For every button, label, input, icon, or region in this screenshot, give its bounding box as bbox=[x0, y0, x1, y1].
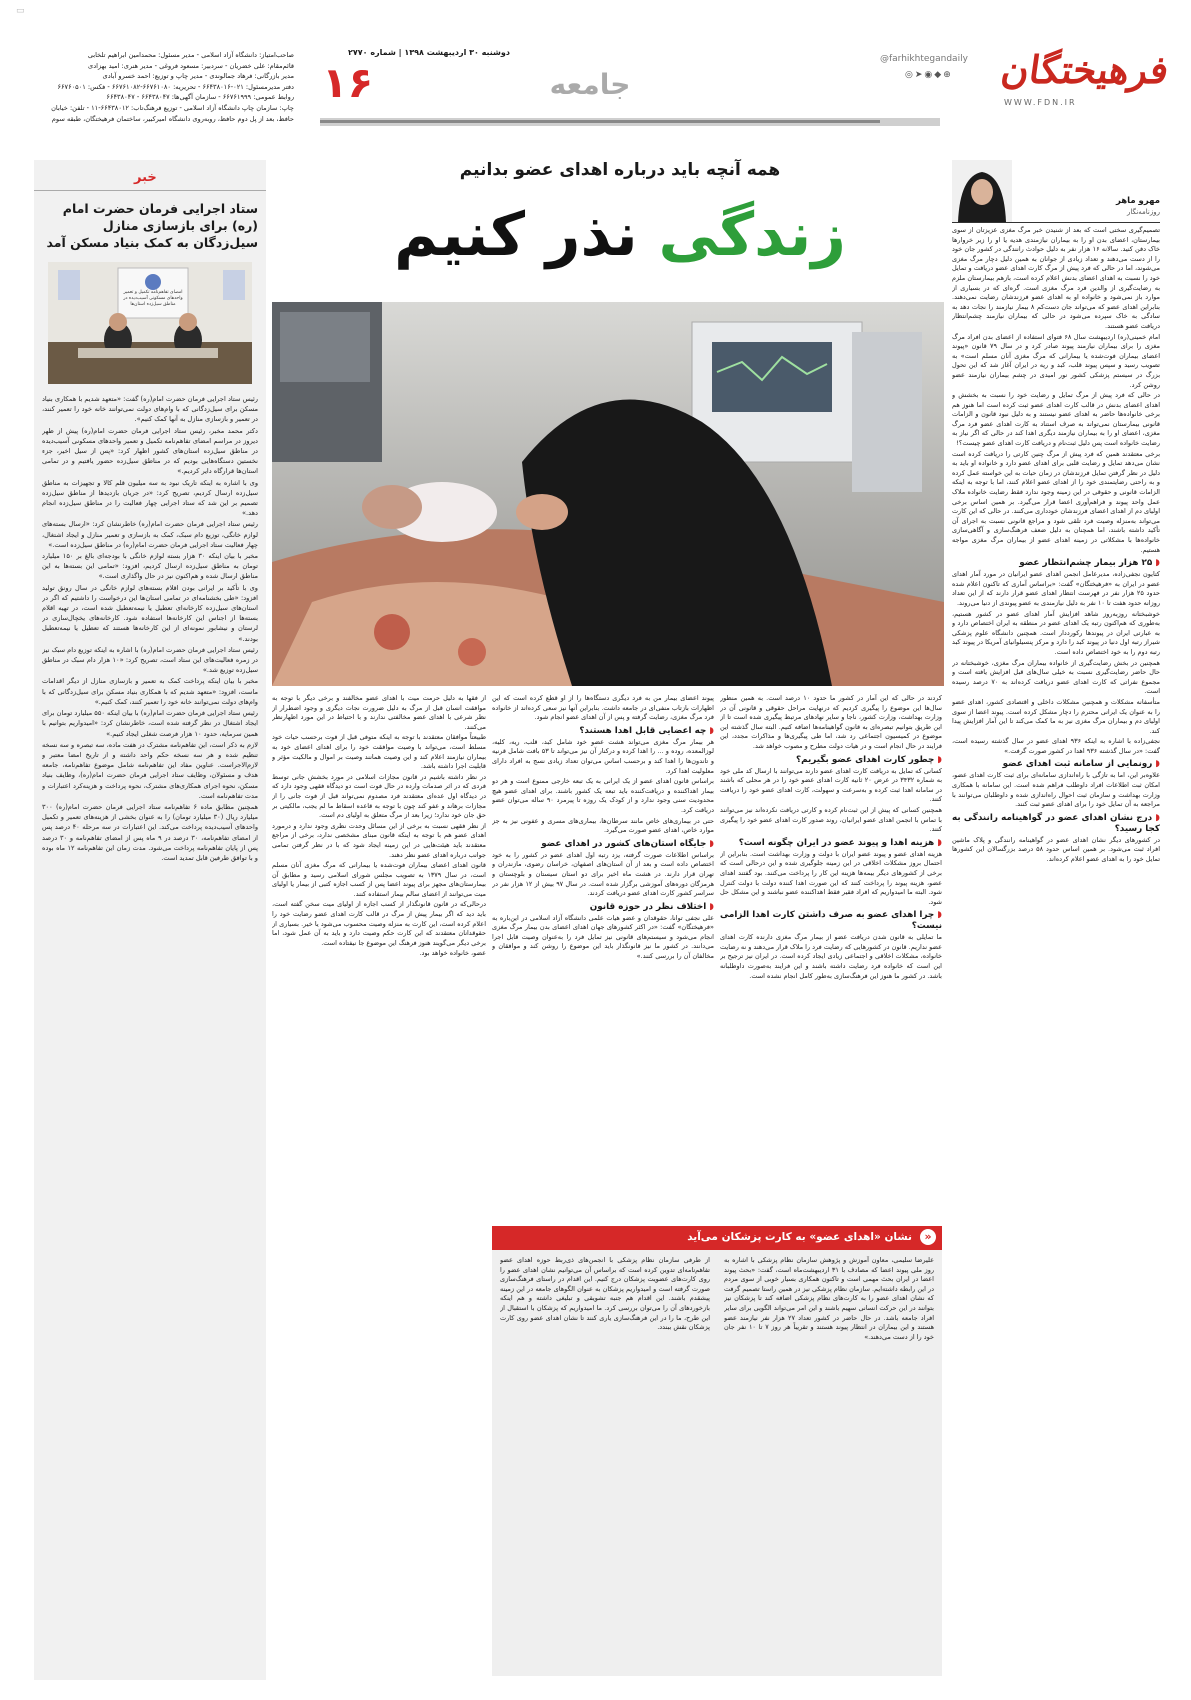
doctor-card-box bbox=[492, 1226, 942, 1676]
news-body bbox=[42, 394, 258, 1670]
social-handle: @farhikhtegandaily bbox=[880, 54, 968, 64]
news-paragraph: وی با اشاره به اینکه تاریک نبود به سه میلیون قلم کالا و تجهیزات به مناطق سیل‌زده ارسال کردیم، تصریح کرد: «در جریان بازدیدها از مناطق سیل‌زده تصمیم بر این شد که ستاد اجرایی چهار فعالیت را در مناطق سیل‌زده انجام دهد.» bbox=[42, 478, 258, 518]
box-text-left: از طرفی سازمان نظام پزشکی با انجمن‌های ذی‌ربط حوزه اهدای عضو تفاهم‌نامه‌ای تدوین کرده است که براساس آن می‌توانیم نشان اهدای عضو را روی کارت‌های عضویت پزشکان درج کنیم. این اقدام در راستای فرهنگ‌سازی صورت گرفته است و امیدواریم پزشکان به عنوان الگوهای جامعه در این زمینه پیشقدم باشند. این اقدام هم جنبه تشویقی و تبلیغی داشته و هم اینکه بازخوردهای آن را می‌توان بررسی کرد. ما امیدواریم که پزشکان با استقبال از این طرح، ما را در این فرهنگ‌سازی یاری کنند تا نشان اهدای عضو روی کارت پزشکان نقش ببندد. bbox=[500, 1256, 710, 1332]
news-paragraph: همچنین مطابق ماده ۶ تفاهم‌نامه ستاد اجرایی فرمان حضرت امام(ره) ۳۰۰ میلیارد ریال (۳۰ میلیارد تومان) را به عنوان بخشی از هزینه‌های تعمیر و تکمیل واحدهای آسیب‌دیده پرداخت می‌کند. این اعتبارات در سه مرحله ۴۰ درصد پس از امضای تفاهم‌نامه، ۳۰ درصد در ۹ ماه پس از امضای تفاهم‌نامه و ۳۰ درصد پس از پایان تفاهم‌نامه پرداخت می‌شود. مدت زمان این تفاهم‌نامه ۱۲ ماه بوده و با توافق طرفین قابل تمدید است. bbox=[42, 802, 258, 862]
headline-word-1: زندگی bbox=[658, 200, 846, 270]
article-paragraph: براساس اطلاعات صورت گرفته، یزد رتبه اول اهدای عضو در کشور را به خود اختصاص داده است و بعد از آن استان‌های اصفهان، خراسان رضوی، مازندران و تهران قرار دارند. در هشت ماه اخیر برای دو استان سیستان و بلوچستان و هرمزگان دوره‌های آموزشی برگزار شده است. در سال ۹۷ بیش از ۱۲ هزار نفر در سراسر کشور کارت اهدای عضو دریافت کردند. bbox=[492, 850, 714, 898]
headline bbox=[300, 195, 940, 275]
colophon-line: مدیر بازرگانی: فرهاد جمالوندی - مدیر چاپ و توزیع: احمد خسرو آبادی bbox=[102, 72, 294, 81]
author-rule bbox=[952, 222, 1160, 223]
news-paragraph: دکتر محمد مخبر، رئیس ستاد اجرایی فرمان حضرت امام(ره) پیش از ظهر دیروز در مراسم امضای تفاهم‌نامه تکمیل و تعمیر واحدهای مسکونی آسیب‌دیده در مناطق سیل‌زده استان‌های کشور اظهار کرد: «پس از سیل اخیر، جزء نخستین دستگاه‌هایی بودیم که در مناطق سیل‌زده حضور یافتیم و در تمامی استان‌ها قرارگاه دایر کردیم.» bbox=[42, 426, 258, 476]
article-paragraph: در حالی که فرد پیش از مرگ تمایل و رضایت خود را نسبت به بخشش و اهدای اعضای بدنش در قالب کارت اهدای عضو ثبت کرده است اما هنوز هم برخی خانواده‌ها حاضر به اهدای عضو نیستند و به دلیل نبود قانون و الزامات قانونی بیمارستان نمی‌تواند به صرف استناد به کارت اهدای عضو فرد مرگ مغزی، اعضای او را به بیماران نیازمند دیگری اهدا کند در حالی که اگر نیاز به رضایت خانواده است پس دلیل ثبت‌نام و دریافت کارت اهدای عضو چیست؟! bbox=[952, 391, 1160, 448]
headline-word-2: نذر کنیم bbox=[394, 200, 638, 270]
news-tag-label: خبر bbox=[134, 170, 157, 185]
article-paragraph: از نظر فقهی نسبت به برخی از این مسائل وحدت نظری وجود ندارد و درمورد اهدای عضو هم با توجه به اینکه قانون مبنای مشخصی ندارد، برخی از مراجع معتقدند باید هیئت‌هایی در این زمینه ایجاد شود که با در نظر گرفتن تمامی جوانب درباره اهدای عضو نظر دهند. bbox=[272, 821, 486, 859]
article-paragraph: در کشورهای دیگر نشان اهدای عضو در گواهینامه رانندگی و پلاک ماشین افراد ثبت می‌شود. بر همین اساس حدود ۵۸ درصد بزرگسالان این کشورها تمایل خود را به اهدای عضو اعلام کرده‌اند. bbox=[952, 835, 1160, 864]
article-paragraph: هر بیمار مرگ مغزی می‌تواند هشت عضو خود شامل کبد، قلب، ریه، کلیه، لوزالمعده، روده و ... را اهدا کرده و درکنار آن نیز می‌تواند تا ۵۳ بافت شامل قرنیه و تاندون‌ها را اهدا کند و برحسب اساس می‌توان تعداد زیادی نسج به افراد دارای معلولیت اهدا کرد. bbox=[492, 737, 714, 775]
news-paragraph: مخبر با بیان اینکه پرداخت کمک به تعمیر و بازسازی منازل از دیگر اقدامات ماست، افزود: «متعهد شدیم که با همکاری بنیاد مسکن برای سیل‌زدگانی که با وام‌های دولت نمی‌توانند خانه خود را تعمیر کنند، کمک کنیم.» bbox=[42, 677, 258, 706]
author-name: مهرو ماهر bbox=[1115, 196, 1160, 206]
article-paragraph: متأسفانه مشکلات و همچنین مشکلات داخلی و اقتصادی کشور، اهدای عضو را به عنوان یک ایرانی محترم را دچار مشکل کرده است. پیوند اعضا از سوی اولیای دم و بیماران مرگ مغزی نیز به ما کمک می‌کند تا این آمار افزایش پیدا کند. bbox=[952, 697, 1160, 735]
instagram-icon: ◎ bbox=[905, 70, 915, 80]
article-column-4 bbox=[272, 694, 486, 1674]
twitter-icon: ◆ bbox=[934, 70, 944, 80]
news-paragraph: وی با تأکید بر ایرانی بودن اقلام بسته‌های لوازم خانگی در سال رونق تولید افزود: «طی بخشنامه‌ای در تمامی استان‌ها این درخواست را داشتیم که اگر در استان‌های سیل‌زده کارخانه‌ای تعطیل یا نیمه‌تعطیل شده است، در تهیه اقلام بسته‌ها از اجناس این کارخانه‌ها استفاده شود. کارخانه‌های یخچال‌سازی در لرستان و نیشابور نمونه‌ای از این کارخانه‌ها هستند که تعطیل یا نیمه‌تعطیل بودند.» bbox=[42, 583, 258, 643]
subhead-driving-license: ◗ درج نشان اهدای عضو در گواهینامه رانندگی به کجا رسید؟ bbox=[952, 813, 1160, 835]
colophon-line: چاپ: سازمان چاپ دانشگاه آزاد اسلامی - توزیع فرهنگ‌تاب: ۶۶۴۳۸۰۱۲-۱۱ - تلفن: خیابان bbox=[51, 103, 294, 112]
colophon-line: روابط عمومی: ۶۶۷۶۱۹۹۹ - سازمان آگهی‌ها: ۶۶۴۳۸۰۴۷ - ۶۶۴۳۸۰۴۷ bbox=[106, 93, 294, 102]
article-paragraph: امام خمینی(ره) اردیبهشت سال ۶۸ فتوای استفاده از اعضای بدن افراد مرگ مغزی را برای بیماران نیازمند پیوند صادر کرد و در سال ۷۹ قانون «پیوند اعضای بیماران فوت‌شده یا بیمارانی که مرگ مغزی آنان مسلم است» به تصویب رسید و سپس پیوند قلب، کبد و ریه در ایران آغاز شد که این تحول بزرگ در سیستم پزشکی کشور نور امیدی در چشم بیماران نیازمند عضو روشن کرد. bbox=[952, 332, 1160, 389]
box-arrow-icon: « bbox=[920, 1229, 936, 1245]
article-paragraph: قانون اهدای اعضای بیماران فوت‌شده یا بیمارانی که مرگ مغزی آنان مسلم است، در سال ۱۳۷۹ به تصویب مجلس شورای اسلامی رسید و مطابق آن بیمارستان‌های مجهز برای پیوند اعضا پس از کسب اجازه کتبی از بیمار یا اولیای میت می‌توانند از اعضای سالم بیمار استفاده کنند. bbox=[272, 861, 486, 898]
subhead-provinces: ◗ جایگاه استان‌های کشور در اهدای عضو bbox=[492, 839, 714, 850]
news-photo bbox=[48, 262, 252, 384]
article-paragraph: همچنین کسانی که پیش از این ثبت‌نام کرده و کارتی دریافت نکرده‌اند نیز می‌توانند با تماس با انجمن اهدای عضو ایرانیان، روند صدور کارت اهدای عضو خود را پیگیری کنند. bbox=[720, 805, 942, 834]
article-paragraph: پیوند اعضای بیمار من به فرد دیگری دستگاه‌ها را از او قطع کرده است که این اظهارات بازتاب منفی‌ای در جامعه داشت. بنابراین آنها نیز سعی کرده‌اند از خانواده فرد مرگ مغزی، رضایت گرفته و پس از آن اهدای عضو انجام شود. bbox=[492, 694, 714, 722]
dateline: دوشنبه ۳۰ اردیبهشت ۱۳۹۸ | شماره ۲۷۷۰ bbox=[348, 48, 510, 57]
corner-mark: ▭ bbox=[16, 6, 25, 16]
news-paragraph: رئیس ستاد اجرایی فرمان حضرت امام(ره) خاطرنشان کرد: «ارسال بسته‌های لوازم خانگی، توزیع دام سبک، کمک به بازسازی و تعمیر منازل و ایجاد اشتغال، چهار فعالیت ستاد اجرایی فرمان حضرت امام(ره) در مناطق سیل‌زده است.» bbox=[42, 520, 258, 549]
article-paragraph: نجفی‌زاده با اشاره به اینکه ۹۳۶ اهدای عضو در سال گذشته رسیده است، گفت: «در سال گذشته ۹۳۶ اهدا در کشور صورت گرفت.» bbox=[952, 737, 1160, 755]
author-avatar bbox=[952, 160, 1012, 222]
subhead-which-organs: ◗ چه اعضایی قابل اهدا هستند؟ bbox=[492, 726, 714, 737]
header-bar-dark bbox=[320, 120, 880, 123]
news-photo-illustration bbox=[48, 262, 252, 384]
colophon-line: حافظ، بعد از پل دوم حافظ، روبه‌روی دانشگاه امیرکبیر، ساختمان فرهیختگان، طبقه سوم bbox=[51, 114, 294, 123]
masthead-logo bbox=[1000, 40, 1170, 122]
author-photo bbox=[952, 160, 1012, 222]
news-photo-caption: امضای تفاهم‌نامه تکمیل و تعمیر واحدهای مسکونی آسیب‌دیده در مناطق سیل‌زده استان‌ها bbox=[123, 290, 183, 307]
kicker: همه آنچه باید درباره اهدای عضو بدانیم bbox=[459, 160, 781, 180]
section-title: جامعه bbox=[549, 68, 631, 101]
article-paragraph: کردند در حالی که این آمار در کشور ما حدود ۱۰ درصد است. به همین منظور سال‌ها این موضوع را پیگیری کردیم که درنهایت مراحل حقوقی و قانونی آن در وزارت بهداشت، وزارت کشور، ناجا و سایر نهادهای مرتبط پیگیری شده است تا از این طریق بتوانیم تبصره‌ای به قانون گواهینامه‌ها اضافه کنیم. البته سال گذشته این موضوع در کمیسیون اجتماعی رد شد، اما طی پیگیری‌ها و مذاکرات مجدد، این فرایند در حال انجام است و در هیات دولت مطرح و مصوب خواهد شد. bbox=[720, 694, 942, 750]
article-paragraph: درحالی‌که در قانون قانونگذار از کسب اجازه از اولیای میت سخن گفته است، باید دید که اگر بیمار پیش از مرگ در قالب کارت اهدای عضو رضایت خود را اعلام کرده است، این کارت به منزله وصیت محسوب می‌شود یا خیر. بسیاری از حقوقدانان معتقدند که این کارت حکم وصیت دارد و باید به آن عمل شود، اما برخی دیگر می‌گویند هنوز فرهنگ این موضوع جا نیفتاده است. bbox=[272, 900, 486, 947]
news-paragraph: رئیس ستاد اجرایی فرمان حضرت امام(ره) گفت: «متعهد شدیم با همکاری بنیاد مسکن برای سیل‌زدگانی که با وام‌های دولت نمی‌توانند خانه خود را تعمیر کنند، در تعمیر و بازسازی منازل به آنها کمک کنیم». bbox=[42, 395, 258, 424]
hospital-photo-illustration bbox=[272, 302, 944, 686]
page-number: ۱۶ bbox=[322, 58, 374, 107]
article-paragraph: در نظر داشته باشیم در قانون مجازات اسلامی در مورد بخشش جانی توسط فردی که در اثر صدمات وارده در حال فوت است دو دیدگاه فقهی وجود دارد که در دیدگاه اول عده‌ای معتقدند فرد مصدوم نمی‌تواند قبل از فوت جانی را از مجازات برهاند و عفو کند چون با توجه به قاعده اسقاط ما لم یجب، مالکیتی بر حق جان خود ندارد؛ زیرا بعد از مرگ متعلق به اولیای دم است. bbox=[272, 772, 486, 820]
colophon-line: قائم‌مقام: علی خضریان - سردبیر: مسعود فروغی - مدیر هنری: امید بهزادی bbox=[88, 61, 294, 70]
news-column bbox=[34, 160, 266, 1680]
article-paragraph: هزینه اهدای عضو و پیوند عضو ایران با دولت و وزارت بهداشت است. بنابراین از احتمال بروز مشکلات اخلاقی در این زمینه جلوگیری شده و این درحالی است که برخی از کشورهای دیگر بیمه‌ها هزینه این کار را پرداخت می‌کنند. بود گفتند اهدای عضو، هزینه پیوند را پرداخت کنند که این صورت اهدا کننده دولت با دولت کنترل شود. البته ما امیدواریم که افراد فقیر فقط اهداکننده عضو نباشند و این مشکل حل شود. bbox=[720, 849, 942, 906]
colophon-line: دفتر مدیرمسئول: ۰۲۱-۶۶۴۳۸۰۱۶ - تحریریه: ۶۶۷۶۱۰۸۰-۶۶۷۶۱۰۸۲ - فکس: ۶۶۷۶۰۵۰۱ bbox=[57, 82, 294, 91]
box-title-bar bbox=[492, 1226, 942, 1250]
article-paragraph: علی نجفی توانا، حقوقدان و عضو هیات علمی دانشگاه آزاد اسلامی در این‌باره به «فرهیختگان» گفت: «در اکثر کشورهای جهان اهدای اعضای بدن بیمار مرگ مغزی انجام می‌شود و سیستم‌های قانونی نیز تمایل فرد را به‌عنوان وصیت قابل اجرا می‌دانند. در کشور ما نیز قانونگذار باید این موضوع را روشن کند و موافقان و مخالفان آن را بررسی کنند.» bbox=[492, 913, 714, 961]
article-paragraph: ما تمایلی به قانون شدن دریافت عضو از بیمار مرگ مغزی دارنده کارت اهدای عضو نداریم. قانون در کشورهایی که رضایت فرد را ملاک قرار می‌دهند و نه رضایت خانواده، مشکلات اخلاقی و اجتماعی زیادی ایجاد کرده است. در ایران نیز ترجیح بر این است که خانواده فرد رضایت داشته باشند و این فرایند به‌صورت داوطلبانه باشد. در کشور ما هنوز این فرهنگ‌سازی به‌طور کامل انجام نشده است. bbox=[720, 933, 942, 980]
web-icon: ⊕ bbox=[943, 70, 953, 80]
subhead-cost: ◗ هزینه اهدا و پیوند عضو در ایران چگونه است؟ bbox=[720, 838, 942, 849]
news-paragraph: مخبر با بیان اینکه ۳۰ هزار بسته لوازم خانگی با بودجه‌ای بالغ بر ۱۵۰ میلیارد تومان به مناطق سیل‌زده ارسال کردیم، افزود: «تمامی این بسته‌ها به این مناطق ارسال شده و هم‌اکنون نیز در حال واگذاری است.» bbox=[42, 552, 258, 581]
news-tag bbox=[34, 168, 266, 191]
masthead-text: فرهیختگان bbox=[998, 47, 1172, 92]
article-paragraph: از فقها به دلیل حرمت میت با اهدای عضو مخالفند و برخی دیگر با توجه به موافقت انسان قبل از مرگ به دلیل ضرورت نجات دیگری و وجود اضطرار از نظر شرعی با اهدای عضو مخالفتی ندارند و با احتیاط در این مورد اظهارنظر می‌کنند. bbox=[272, 694, 486, 731]
news-paragraph: لازم به ذکر است، این تفاهم‌نامه مشترک در هفت ماده، سه تبصره و سه نسخه تنظیم شده و هر سه نسخه حکم واحد داشته و از تاریخ امضا معتبر و لازم‌الاجراست. عناوین مفاد این تفاهم‌نامه شامل موضوع تفاهم‌نامه، جامعه هدف و مسئولان، وظایف ستاد اجرایی فرمان حضرت امام(ره)، وظایف بنیاد مسکن، نحوه اجرای همکاری‌های مشترک، نحوه پرداخت و هزینه‌کرد اعتبارات و مدت تفاهم‌نامه است. bbox=[42, 740, 258, 800]
news-paragraph: رئیس ستاد اجرایی فرمان حضرت امام(ره) با بیان اینکه ۵۵۰ میلیارد تومان برای ایجاد اشتغال در نظر گرفته شده است، خاطرنشان کرد: «امیدواریم بتوانیم با همین سرمایه، حدود ۱۰ هزار فرصت شغلی ایجاد کنیم.» bbox=[42, 709, 258, 738]
subhead-registration-system: ◗ رونمایی از سامانه ثبت اهدای عضو bbox=[952, 759, 1160, 770]
article-paragraph: کسانی که تمایل به دریافت کارت اهدای عضو دارند می‌توانند با ارسال کد ملی خود به شماره ۳۴۳۲ در عرض ۲۰ ثانیه کارت اهدای عضو خود را در هر محلی که باشند در سامانه اهدا ثبت کرده و به‌سرعت و سهولت، کارت اهدای عضو خود را دریافت کنند. bbox=[720, 766, 942, 804]
article-paragraph: طبیعتاً موافقان معتقدند با توجه به اینکه متوفی قبل از فوت برحسب حیات خود مسلط است، می‌تواند با وصیت موافقت خود را برای اهدای اعضای خود به بیماران نیازمند اعلام کند و این وصیت همانند وصیت بر اموال و مالکیت مؤثر و قابلیت اجرا داشته باشد. bbox=[272, 733, 486, 771]
article-paragraph: حتی در بیماری‌های خاص مانند سرطان‌ها، بیماری‌های مسری و عفونی نیز به جز موارد خاص، اهدای عضو صورت می‌گیرد. bbox=[492, 816, 714, 835]
article-paragraph: براساس قانون اهدای عضو از یک ایرانی به یک تبعه خارجی ممنوع است و هر دو بیمار اهداکننده و دریافت‌کننده باید تبعه یک کشور باشند. برای اهدای عضو هیچ محدودیت سنی وجود ندارد و از کودک یک روزه تا پیرمرد ۹۰ ساله می‌توان عضو دریافت کرد. bbox=[492, 777, 714, 814]
article-column-3 bbox=[492, 694, 714, 1219]
box-text-right: علیرضا سلیمی، معاون آموزش و پژوهش سازمان نظام پزشکی با اشاره به روز ملی پیوند اعضا که مصادف با ۳۱ اردیبهشت‌ماه است، گفت: «بحث پیوند اعضا در ایران بحث مهمی است و تاکنون همکاری بسیار خوبی از سوی مردم در این رابطه داشته‌ایم. سازمان نظام پزشکی نیز در همین راستا تصمیم گرفت که نشان اهدای عضو را به کارت‌های نظام پزشکی اضافه کند تا پزشکان نیز بتوانند در این حرکت انسانی سهیم باشند و این امر می‌تواند الگویی برای سایر افراد جامعه باشد. در حال حاضر در کشور تعداد ۲۷ هزار نفر نیازمند عضو هستند و این بیماران در انتظار پیوند هستند و تقریباً هر روز ۷ تا ۱۰ نفر جان خود را از دست می‌دهند.» bbox=[724, 1256, 934, 1341]
social-icons bbox=[905, 70, 985, 80]
subhead-get-card: ◗ چطور کارت اهدای عضو بگیریم؟ bbox=[720, 755, 942, 766]
website-url: WWW.FDN.IR bbox=[1004, 98, 1077, 107]
aparat-icon: ◉ bbox=[924, 70, 935, 80]
subhead-waiting-patients: ◗ ۲۵ هزار بیمار چشم‌انتظار عضو bbox=[952, 558, 1160, 569]
main-photo bbox=[272, 302, 944, 686]
article-paragraph: همچنین در بخش رضایت‌گیری از خانواده بیماران مرگ مغزی، خوشبختانه در حال حاضر رضایت‌گیری نسبت به خیلی سال‌های قبل افزایش یافته است و مجموع نفراتی که کارت اهدای عضو دریافت کرده‌اند به ۷۰ درصد رسیده است. bbox=[952, 658, 1160, 696]
subhead-why-not-mandatory: ◗ چرا اهدای عضو به صرف داشتن کارت اهدا الزامی نیست؟ bbox=[720, 910, 942, 932]
news-title: ستاد اجرایی فرمان حضرت امام (ره) برای بازسازی منازل سیل‌زدگان به کمک بنیاد مسکن آمد bbox=[46, 201, 258, 250]
article-paragraph: برخی معتقدند همین که فرد پیش از مرگ چنین کارتی را دریافت کرده است نشان می‌دهد تمایل و رضایت قلبی برای اهدای عضو دارد و خانواده او باید به دلیل در نظر گرفتن تمایل فرزندشان در زمان حیات به این خواسته عمل کرده و به راحتی رضایتمندی خود را از اهدای عضو اعلام کنند، اما با توجه به اینکه الزامات قانونی و حقوقی در این زمینه وجود ندارد فقط رضایت خانواده ملاک عمل واحد پیوند و فراهم‌آوری اعضا قرار می‌گیرد. بر همین اساس برخی اولیای دم از اهدای اعضای فرزندشان خودداری می‌کنند. در حالی که این کارت می‌تواند به‌منزله وصیت فرد تلقی شود و مراجع قانونی نسبت به اجرای آن تأکید داشته باشند، اما همچنان به دلیل ضعف فرهنگ‌سازی و آگاهی‌سازی خانواده‌ها با مشکلاتی در زمینه اهدای عضو از بیماران مرگ مغزی مواجه هستیم. bbox=[952, 449, 1160, 554]
article-paragraph: خوشبختانه روزبه‌روز شاهد افزایش آمار اهدای عضو در کشور هستیم، به‌طوری که هم‌اکنون رتبه یک اهدای عضو در منطقه به ایران اختصاص دارد و به عبارتی ایران در پیوندها رکورددار است. همچنین دانشگاه علوم پزشکی شیراز رتبه اول دنیا در پیوند کبد را دارد و مرکز پنسیلوانیای آمریکا در پیوند کبد رتبه دوم را به خود اختصاص داده است. bbox=[952, 609, 1160, 656]
colophon-line: صاحب‌امتیاز: دانشگاه آزاد اسلامی - مدیر مسئول: محمدامین ابراهیم تلخابی bbox=[87, 51, 294, 59]
colophon bbox=[34, 50, 294, 126]
author-role: روزنامه‌نگار bbox=[1126, 208, 1160, 216]
article-column-1 bbox=[952, 226, 1160, 1676]
article-paragraph: کتایون نجفی‌زاده، مدیرعامل انجمن اهدای عضو ایرانیان در مورد آمار اهدای عضو در ایران به «فرهیختگان» گفت: «براساس آماری که تاکنون اعلام شده حدود ۲۵ هزار نفر در فهرست انتظار اهدای عضو قرار دارند که از این تعداد روزانه حدود هفت تا ۱۰ نفر به دلیل نیازمندی به عضو پیوندی از دنیا می‌روند. bbox=[952, 570, 1160, 607]
news-paragraph: رئیس ستاد اجرایی فرمان حضرت امام(ره) با اشاره به اینکه توزیع دام سبک نیز در زمره فعالیت‌های این ستاد است، تصریح کرد: «۱۰ هزار دام سبک در مناطق سیل‌زده توزیع شد.» bbox=[42, 645, 258, 675]
article-paragraph: علاوه‌بر این، اما به تازگی با راه‌اندازی سامانه‌ای برای ثبت کارت اهدای عضو، امکان ثبت اطلاعات افراد داوطلب فراهم شده است. این سامانه با همکاری وزارت بهداشت و سازمان ثبت احوال راه‌اندازی شده و داوطلبان می‌توانند با مراجعه به آن تمایل خود را برای اهدای عضو ثبت کنند. bbox=[952, 771, 1160, 809]
article-column-2 bbox=[720, 694, 942, 1219]
article-paragraph: عضو، خانواده خواهد بود. bbox=[419, 949, 486, 958]
box-title: نشان «اهدای عضو» به کارت پزشکان می‌آید bbox=[687, 1231, 912, 1243]
subhead-legal-dispute: ◗ اختلاف نظر در حوزه قانون bbox=[492, 902, 714, 913]
telegram-icon: ➤ bbox=[914, 70, 925, 80]
article-paragraph: تصمیم‌گیری سختی است که بعد از شنیدن خبر مرگ مغزی عزیزتان از سوی بیمارستان، اعضای بدن او را به بیماران نیازمندی هدیه یا او را زیر خروارها خاک دفن کنید. سالانه ۱۶ هزار نفر به دلیل حوادث رانندگی در کشور جان خود را از دست می‌دهند و تعداد زیادی از جوانان به همین دلیل دچار مرگ مغزی می‌شوند، اما در حالی که فرد پیش از مرگ کارت اهدای عضو دریافت و تمایل خود را نسبت به اهدای اعضای بدنش اعلام کرده است، بازهم بیمارستان ملزم به رضایت‌گیری از والدین فرد مرگ مغزی است. گره‌ای که در بسیاری از موارد باز نمی‌شود و خانواده او به اهدای عضو فرزندشان رضایت نمی‌دهند. بنابراین اهدای عضو که می‌تواند جان دست‌کم ۸ بیمار نیازمند را نجات دهد به سادگی به خاک سپرده می‌شود در حالی که بیماران نیازمند چشم‌انتظار دریافت عضو هستند. bbox=[952, 226, 1160, 330]
